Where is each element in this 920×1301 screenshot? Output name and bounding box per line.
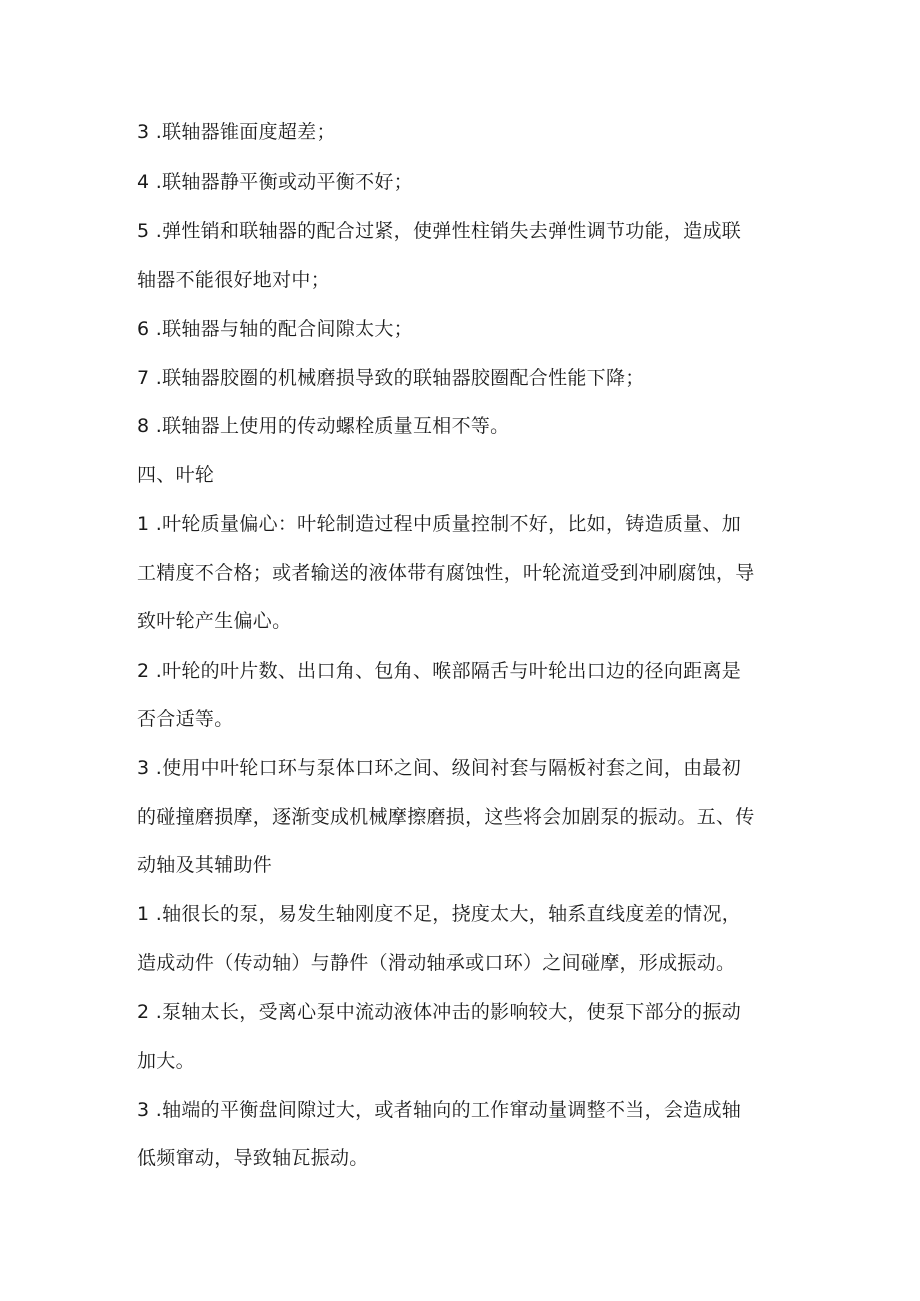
text-line: 致叶轮产生偏心。: [137, 610, 292, 632]
text-line: 的碰撞磨损摩，逐渐变成机械摩擦磨损，这些将会加剧泵的振动。五、传: [137, 806, 755, 828]
text-line: 1 .轴很长的泵，易发生轴刚度不足，挠度太大，轴系直线度差的情况，: [137, 903, 742, 925]
text-line: 2 .叶轮的叶片数、出口角、包角、喉部隔舌与叶轮出口边的径向距离是: [137, 660, 742, 682]
text-line: 4 .联轴器静平衡或动平衡不好；: [137, 171, 413, 193]
text-line: 否合适等。: [137, 708, 234, 730]
text-line: 7 .联轴器胶圈的机械磨损导致的联轴器胶圈配合性能下降；: [137, 367, 645, 389]
text-line: 1 .叶轮质量偏心：叶轮制造过程中质量控制不好，比如，铸造质量、加: [137, 513, 742, 535]
section-heading: 四、叶轮: [137, 464, 215, 486]
text-line: 3 .联轴器锥面度超差；: [137, 121, 336, 143]
text-line: 8 .联轴器上使用的传动螺栓质量互相不等。: [137, 415, 510, 437]
text-line: 动轴及其辅助件: [137, 854, 273, 876]
text-line: 6 .联轴器与轴的配合间隙太大；: [137, 318, 413, 340]
text-line: 造成动件（传动轴）与静件（滑动轴承或口环）之间碰摩，形成振动。: [137, 952, 736, 974]
text-line: 轴器不能很好地对中；: [137, 269, 331, 291]
text-line: 3 .轴端的平衡盘间隙过大，或者轴向的工作窜动量调整不当，会造成轴: [137, 1099, 742, 1121]
text-line: 工精度不合格；或者输送的液体带有腐蚀性，叶轮流道受到冲刷腐蚀，导: [137, 562, 755, 584]
text-line: 低频窜动，导致轴瓦振动。: [137, 1147, 369, 1169]
text-line: 加大。: [137, 1050, 195, 1072]
text-line: 2 .泵轴太长，受离心泵中流动液体冲击的影响较大，使泵下部分的振动: [137, 1001, 742, 1023]
text-line: 5 .弹性销和联轴器的配合过紧，使弹性柱销失去弹性调节功能，造成联: [137, 220, 742, 242]
text-line: 3 .使用中叶轮口环与泵体口环之间、级间衬套与隔板衬套之间，由最初: [137, 757, 742, 779]
